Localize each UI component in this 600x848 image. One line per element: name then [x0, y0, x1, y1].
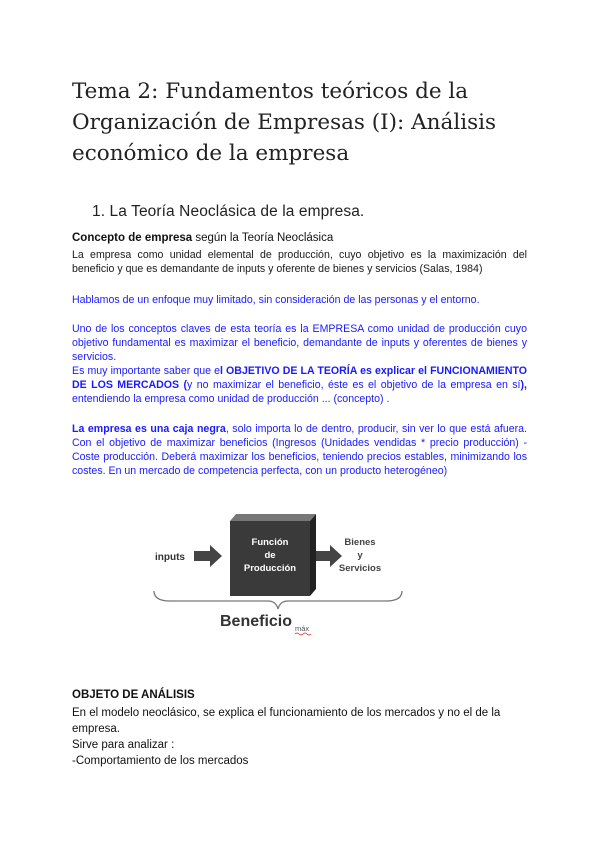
output-label-line2: y — [357, 550, 363, 561]
concept-definition: La empresa como unidad elemental de producción, cuyo objetivo es la maximización del beneficio y que es demandante de inputs y oferente de bienes y servicios (Salas, 1984) — [72, 249, 527, 275]
paragraph-enfoque: Hablamos de un enfoque muy limitado, sin consideración de las personas y el entorno. — [72, 294, 480, 306]
paragraph-objetivo-b2: ), — [520, 379, 527, 391]
section-heading: 1. La Teoría Neoclásica de la empresa. — [92, 203, 365, 220]
objeto-line1: En el modelo neoclásico, se explica el funcionamiento de los mercados y no el de la empresa. — [72, 707, 501, 735]
paragraph-objetivo-s1: Es muy importante saber que e — [72, 365, 221, 377]
spellcheck-underline — [295, 633, 311, 635]
paragraph-caja-negra — [72, 422, 527, 478]
box-label-line2: de — [264, 550, 276, 561]
box-side-face — [310, 514, 316, 596]
benefit-subscript: máx — [295, 624, 310, 633]
paragraph-objetivo-b1: l OBJETIVO DE LA TEORÍA es explicar el FUNCIONAMIENTO DE LOS MERCADOS ( — [72, 365, 527, 391]
diagram-inputs-label: inputs — [155, 552, 185, 563]
paragraph-objetivo-line1: Uno de los conceptos claves de esta teoría es la EMPRESA como unidad de producción cuyo objetivo fundamental es maximizar el beneficio, demandante de inputs y oferentes de bienes y servicios. — [72, 323, 527, 363]
box-label-line3: Producción — [243, 563, 297, 574]
box-label-line1: Función — [251, 537, 289, 548]
paragraph-objetivo-s2: y no maximizar el beneficio, éste es el objetivo de la empresa en sí — [187, 379, 521, 391]
benefit-label: Beneficio — [220, 613, 293, 630]
caja-negra-text: , solo importa lo de dentro, producir, sin ver lo que está afuera. Con el objetivo de maximizar beneficios (Ingresos (Unidades vendidas * precio producción) - Coste producción. Deberá maximizar los beneficios, teniendo precios estables, minimizando los costes. En un mercado de competencia perfecta, con un producto heterogéneo) — [72, 423, 527, 477]
input-arrow-icon — [194, 545, 222, 567]
objeto-line2: Sirve para analizar : — [72, 739, 175, 751]
production-function-diagram — [150, 505, 420, 640]
output-label-line3: Servicios — [338, 563, 382, 574]
caja-negra-bold: La empresa es una caja negra — [72, 423, 226, 435]
box-top-face — [230, 514, 316, 521]
concept-title — [72, 232, 333, 244]
objeto-line3: -Comportamiento de los mercados — [72, 755, 249, 767]
concept-title-bold: Concepto de empresa — [72, 232, 193, 244]
objeto-title: OBJETO DE ANÁLISIS — [72, 689, 195, 701]
output-label-line1: Bienes — [344, 537, 376, 548]
concept-title-rest: según la Teoría Neoclásica — [192, 232, 334, 244]
paragraph-objetivo-s3: entendiendo la empresa como unidad de producción ... (concepto) . — [72, 393, 390, 405]
page-title: Tema 2: Fundamentos teóricos de la Organización de Empresas (I): Análisis económico de la empresa — [72, 79, 497, 166]
paragraph-objetivo — [72, 322, 527, 406]
